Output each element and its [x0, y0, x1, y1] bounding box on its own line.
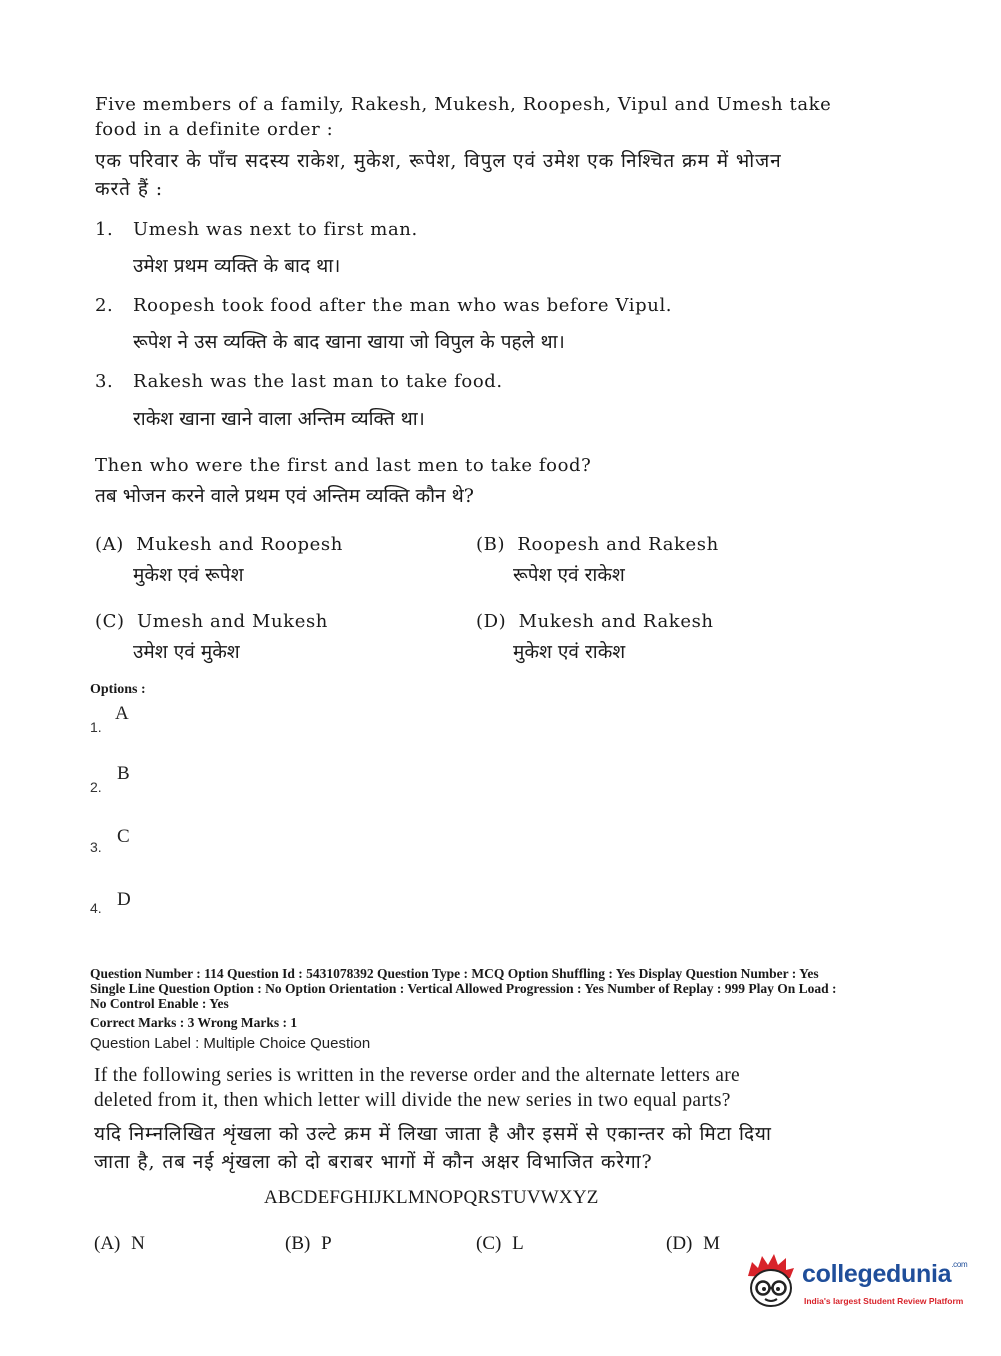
mascot-icon [742, 1250, 800, 1312]
options-heading: Options : [90, 682, 146, 697]
choice-b-hi: रूपेश एवं राकेश [513, 564, 625, 586]
choice-value: M [703, 1233, 721, 1254]
choice-label: (A) [95, 534, 124, 555]
intro-en-line-2: food in a definite order : [95, 119, 334, 140]
choice-label: (C) [95, 611, 125, 632]
statement-1-en: Umesh was next to first man. [133, 219, 418, 240]
q114-choice-b [285, 1233, 332, 1255]
q114-choice-c [476, 1233, 524, 1255]
statement-3-en: Rakesh was the last man to take food. [133, 371, 503, 392]
brand-text: collegedunia [802, 1260, 952, 1288]
option-2-letter[interactable]: B [117, 763, 130, 784]
intro-hi-line-2: करते हैं : [95, 178, 164, 200]
q114-en-line-2: deleted from it, then which letter will divide the new series in two equal parts? [94, 1090, 731, 1111]
choice-d [476, 609, 714, 634]
choice-label: (D) [476, 611, 507, 632]
choice-text-en: Mukesh and Rakesh [518, 611, 714, 632]
q114-choice-d [666, 1233, 720, 1255]
choice-value: P [321, 1233, 332, 1254]
choice-label: (C) [476, 1233, 502, 1254]
statement-2-en: Roopesh took food after the man who was before Vipul. [133, 295, 673, 316]
q114-hi-line-1: यदि निम्नलिखित शृंखला को उल्टे क्रम में लिखा जाता है और इसमें से एकान्तर को मिटा दिया [94, 1123, 772, 1145]
statement-number: 3. [95, 371, 114, 392]
meta-line-3: No Control Enable : Yes [90, 996, 229, 1011]
statement-number: 2. [95, 295, 114, 316]
letter-series: ABCDEFGHIJKLMNOPQRSTUVWXYZ [264, 1187, 599, 1208]
option-3-letter[interactable]: C [117, 826, 130, 847]
meta-line-2: Single Line Question Option : No Option Orientation : Vertical Allowed Progression : Yes Number of Replay : 999 Play On Load : [90, 981, 837, 996]
option-4-number: 4. [90, 900, 102, 916]
choice-a [95, 532, 343, 557]
question-114-text-hi [94, 1120, 914, 1176]
statement-3-hi: राकेश खाना खाने वाला अन्तिम व्यक्ति था। [133, 408, 425, 430]
choice-c-hi: उमेश एवं मुकेश [133, 641, 240, 663]
question-114-meta [90, 966, 950, 1011]
choice-c [95, 609, 328, 634]
choice-label: (B) [476, 534, 506, 555]
option-3-number: 3. [90, 839, 102, 855]
choice-text-en: Mukesh and Roopesh [136, 534, 343, 555]
statement-1 [95, 217, 113, 242]
choice-label: (A) [94, 1233, 121, 1254]
q114-choice-a [94, 1233, 145, 1255]
brand-name [802, 1260, 967, 1289]
q114-en-line-1: If the following series is written in the reverse order and the alternate letters are [94, 1065, 740, 1086]
intro-en-line-1: Five members of a family, Rakesh, Mukesh, Roopesh, Vipul and Umesh take [95, 94, 832, 115]
statement-3 [95, 369, 113, 394]
choice-label: (B) [285, 1233, 311, 1254]
question-113-text-en: Then who were the first and last men to take food? [95, 455, 592, 476]
question-113-intro-en [95, 92, 895, 142]
question-114-text-en [94, 1063, 914, 1113]
collegedunia-watermark [742, 1250, 972, 1316]
statement-2-hi: रूपेश ने उस व्यक्ति के बाद खाना खाया जो विपुल के पहले था। [133, 331, 565, 353]
q114-hi-line-2: जाता है, तब नई शृंखला को दो बराबर भागों में कौन अक्षर विभाजित करेगा? [94, 1151, 653, 1173]
choice-d-hi: मुकेश एवं राकेश [513, 641, 626, 663]
question-label: Question Label : Multiple Choice Question [90, 1035, 371, 1052]
choice-b [476, 532, 719, 557]
statement-number: 1. [95, 219, 114, 240]
marks-info: Correct Marks : 3 Wrong Marks : 1 [90, 1015, 298, 1030]
choice-label: (D) [666, 1233, 693, 1254]
option-4-letter[interactable]: D [117, 889, 131, 910]
choice-a-hi: मुकेश एवं रूपेश [133, 564, 244, 586]
option-2-number: 2. [90, 779, 102, 795]
choice-text-en: Umesh and Mukesh [136, 611, 328, 632]
question-113-intro-hi [95, 147, 895, 203]
brand-tagline: India's largest Student Review Platform [804, 1296, 964, 1306]
brand-suffix: .com [951, 1260, 968, 1269]
meta-line-1: Question Number : 114 Question Id : 5431078392 Question Type : MCQ Option Shuffling : Yes Display Question Number : Yes [90, 966, 819, 981]
statement-2 [95, 293, 113, 318]
question-113-text-hi: तब भोजन करने वाले प्रथम एवं अन्तिम व्यक्ति कौन थे? [95, 485, 474, 507]
option-1-number: 1. [90, 719, 102, 735]
option-1-letter[interactable]: A [115, 703, 129, 724]
statement-1-hi: उमेश प्रथम व्यक्ति के बाद था। [133, 255, 341, 277]
choice-text-en: Roopesh and Rakesh [517, 534, 719, 555]
intro-hi-line-1: एक परिवार के पाँच सदस्य राकेश, मुकेश, रूपेश, विपुल एवं उमेश एक निश्चित क्रम में भोजन [95, 150, 782, 172]
choice-value: N [131, 1233, 145, 1254]
choice-value: L [512, 1233, 524, 1254]
